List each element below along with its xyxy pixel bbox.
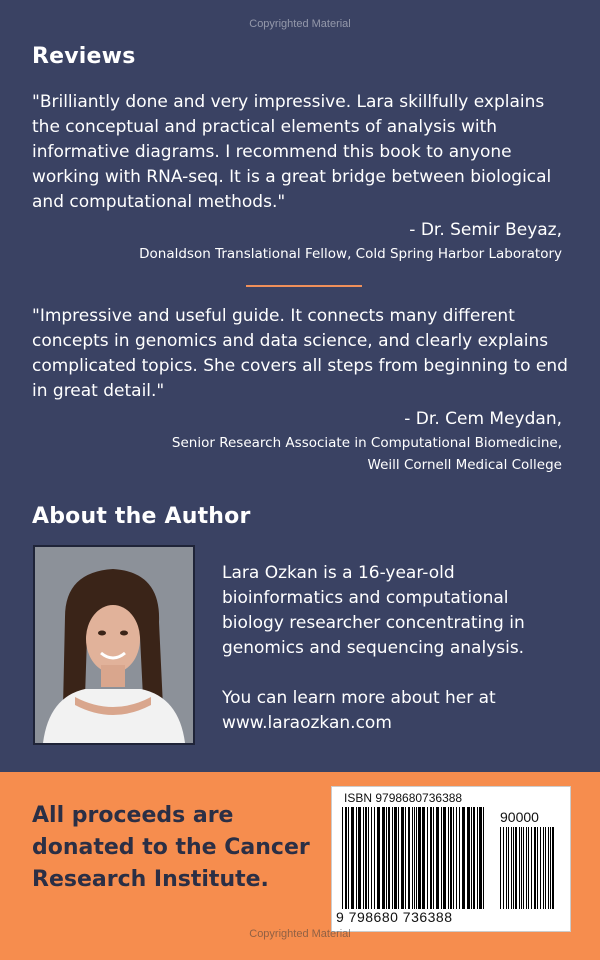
barcode-bar	[394, 807, 397, 909]
barcode-bar	[416, 807, 417, 909]
review-quote-1: "Brilliantly done and very impressive. Lara skillfully explains the conceptual and practical elements of analysis with informative diagrams. I recommend this book to anyone working with RNA-seq. It is a great bridge between biological and computational methods."	[32, 92, 552, 212]
barcode-bar	[392, 807, 393, 909]
barcode-bar	[459, 807, 460, 909]
barcode-bar	[365, 807, 367, 909]
review-affiliation-2a: Senior Research Associate in Computational Biomedicine,	[171, 435, 562, 451]
watermark-bottom: Copyrighted Material	[249, 928, 351, 940]
about-heading: About the Author	[32, 504, 251, 529]
barcode-bar	[388, 807, 390, 909]
price-code: 90000	[500, 809, 539, 825]
barcode-bar	[508, 827, 509, 909]
barcode-bars	[342, 807, 487, 909]
barcode-bar	[351, 807, 354, 909]
barcode-bar	[456, 807, 457, 909]
barcode-bar	[519, 827, 520, 909]
barcode-bar	[540, 827, 541, 909]
barcode-bar	[545, 827, 546, 909]
barcode-bar	[398, 807, 399, 909]
barcode-bar	[371, 807, 372, 909]
reviews-heading: Reviews	[32, 44, 136, 69]
barcode-bar	[552, 827, 554, 909]
review-author-2: - Dr. Cem Meydan,	[404, 409, 562, 429]
barcode-bar	[363, 807, 364, 909]
barcode-bar	[448, 807, 449, 909]
barcode-bar	[405, 807, 406, 909]
barcode-bar	[453, 807, 454, 909]
price-barcode-bars	[500, 827, 558, 909]
barcode-bar	[515, 827, 517, 909]
proceeds-text: All proceeds are donated to the Cancer Research Institute.	[32, 803, 310, 892]
barcode-bar	[506, 827, 507, 909]
barcode-bar	[450, 807, 452, 909]
barcode	[331, 786, 571, 932]
barcode-bar	[531, 827, 532, 909]
review-affiliation-1: Donaldson Translational Fellow, Cold Spring Harbor Laboratory	[139, 246, 562, 262]
review-divider	[246, 285, 362, 287]
barcode-bar	[345, 807, 347, 909]
barcode-bar	[348, 807, 349, 909]
author-photo	[33, 545, 195, 745]
barcode-bar	[526, 827, 527, 909]
barcode-bar	[503, 827, 504, 909]
barcode-bar	[358, 807, 361, 909]
barcode-bar	[467, 807, 470, 909]
barcode-bar	[386, 807, 387, 909]
watermark-top: Copyrighted Material	[249, 18, 351, 30]
barcode-bar	[414, 807, 415, 909]
barcode-bar	[342, 807, 343, 909]
barcode-bar	[427, 807, 428, 909]
author-bio: Lara Ozkan is a 16-year-old bioinformatics and computational biology researcher concentrating in genomics and sequencing analysis.	[222, 563, 525, 658]
barcode-bar	[537, 827, 538, 909]
barcode-bar	[483, 807, 484, 909]
barcode-bar	[356, 807, 357, 909]
barcode-bar	[523, 827, 524, 909]
barcode-bar	[382, 807, 385, 909]
isbn-label: ISBN 9798680736388	[344, 791, 463, 805]
barcode-bar	[511, 827, 512, 909]
barcode-bar	[513, 827, 514, 909]
barcode-bar	[521, 827, 522, 909]
barcode-bar	[477, 807, 478, 909]
barcode-bar	[433, 807, 434, 909]
barcode-digits: 9 798680 736388	[336, 909, 453, 925]
barcode-bar	[443, 807, 446, 909]
barcode-bar	[422, 807, 425, 909]
barcode-bar	[377, 807, 380, 909]
barcode-bar	[430, 807, 432, 909]
barcode-bar	[401, 807, 404, 909]
barcode-bar	[408, 807, 410, 909]
review-author-1: - Dr. Semir Beyaz,	[409, 220, 562, 240]
barcode-bar	[528, 827, 529, 909]
review-affiliation-2b: Weill Cornell Medical College	[367, 457, 562, 473]
barcode-bar	[473, 807, 475, 909]
barcode-bar	[534, 827, 536, 909]
barcode-bar	[500, 827, 501, 909]
barcode-bar	[462, 807, 465, 909]
barcode-bar	[543, 827, 544, 909]
barcode-bar	[436, 807, 439, 909]
barcode-bar	[471, 807, 472, 909]
review-quote-2: "Impressive and useful guide. It connects many different concepts in genomics and data science, and clearly explains complicated topics. She covers all steps from beginning to end in great detail."	[32, 306, 568, 401]
barcode-bar	[441, 807, 442, 909]
barcode-bar	[550, 827, 551, 909]
barcode-bar	[368, 807, 369, 909]
barcode-bar	[479, 807, 482, 909]
barcode-bar	[418, 807, 421, 909]
barcode-bar	[374, 807, 375, 909]
barcode-bar	[412, 807, 413, 909]
barcode-bar	[548, 827, 549, 909]
author-more-info: You can learn more about her at www.laraozkan.com	[222, 688, 496, 733]
